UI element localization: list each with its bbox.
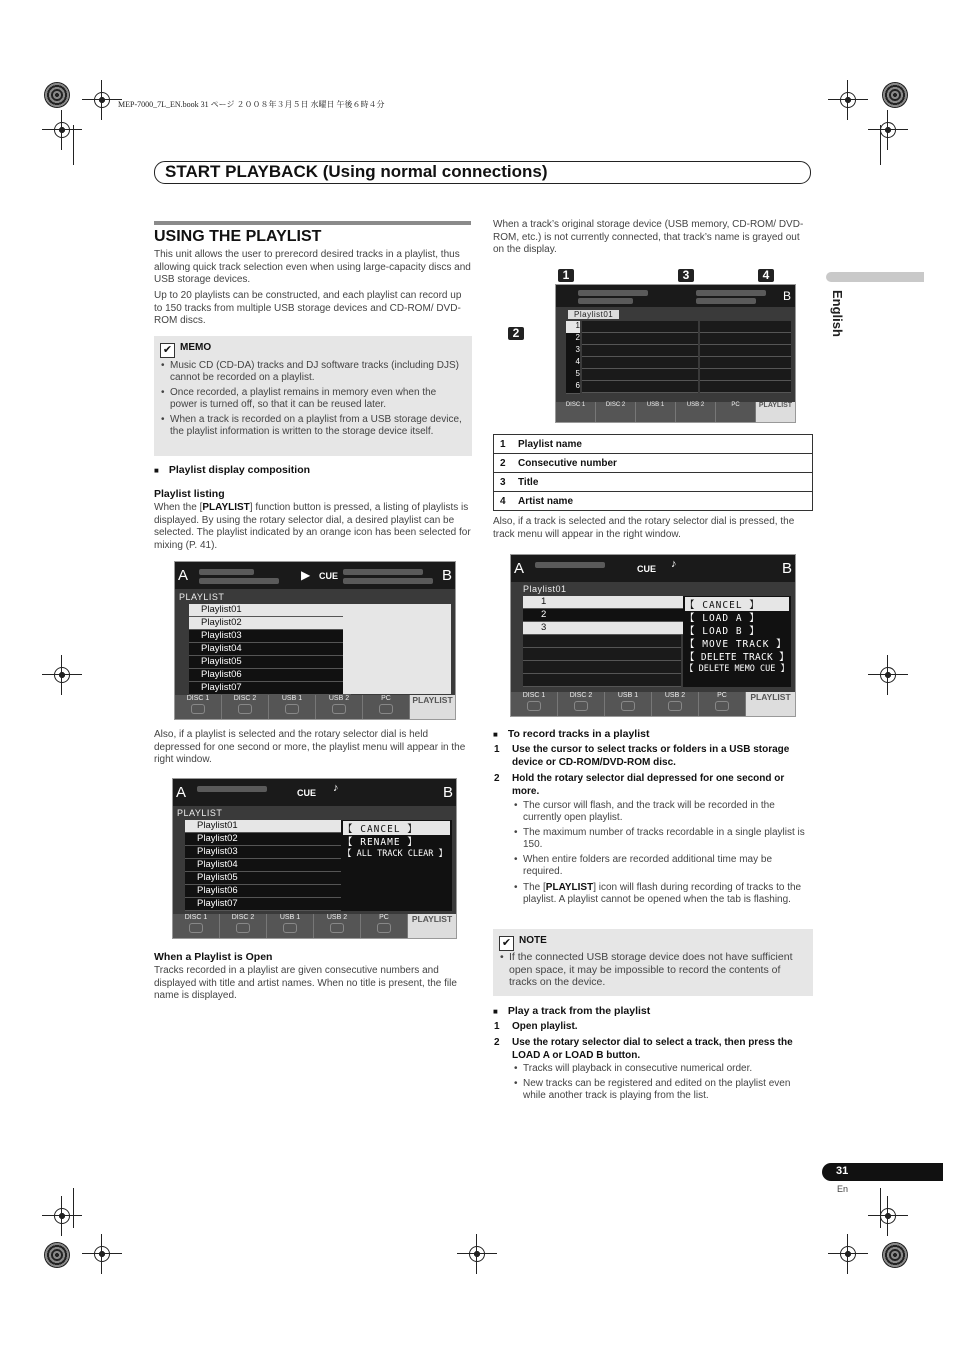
- playlist-row[interactable]: Playlist01: [189, 604, 351, 617]
- deck-header: [511, 555, 795, 582]
- section-rule: [154, 221, 471, 225]
- legend-row: 2 Consecutive number: [494, 454, 813, 473]
- crop-mark-icon: [828, 1234, 868, 1274]
- playlist-row[interactable]: Playlist07: [185, 898, 349, 911]
- playlist-row[interactable]: Playlist01: [185, 820, 349, 833]
- legend-table: [493, 434, 813, 511]
- note-icon: ♪: [671, 558, 677, 570]
- source-tabs: [556, 402, 795, 422]
- crop-mark-icon: [42, 110, 82, 150]
- open-playlist-screen: [555, 284, 796, 423]
- record-heading: ■ To record tracks in a playlist: [493, 728, 649, 740]
- menu-delete-track[interactable]: 【 DELETE TRACK 】: [685, 652, 789, 663]
- trim-line: [880, 1188, 881, 1228]
- playlist-listing-screen: [174, 561, 456, 720]
- intro-paragraph: This unit allows the user to prerecord desired tracks in a playlist, thus allowing quick track selection even when using large-capacity discs and USB storage devices.: [154, 249, 471, 285]
- playlist-row[interactable]: Playlist03: [189, 630, 351, 643]
- tab-usb-2[interactable]: USB 2: [316, 695, 363, 719]
- trim-line: [73, 1188, 74, 1228]
- page-language: En: [837, 1184, 849, 1194]
- callout-3: 3: [678, 269, 694, 282]
- tab-disc-2[interactable]: DISC 2: [558, 692, 605, 716]
- source-tabs: [173, 914, 456, 938]
- menu-load-a[interactable]: 【 LOAD A 】: [685, 613, 760, 624]
- playlist-row[interactable]: Playlist05: [185, 872, 349, 885]
- tab-playlist[interactable]: PLAYLIST: [410, 695, 456, 719]
- track-menu-paragraph: Also, if a track is selected and the rotary selector dial is pressed, the track menu will appear in the right window.: [493, 516, 795, 540]
- cue-label: CUE: [297, 788, 317, 798]
- checkmark-icon: ✔: [160, 343, 175, 358]
- playlist-menu-panel: [341, 820, 452, 911]
- tab-playlist[interactable]: PLAYLIST: [408, 914, 457, 938]
- menu-delete-memo-cue[interactable]: 【 DELETE MEMO CUE 】: [685, 664, 789, 674]
- cue-label: CUE: [319, 571, 339, 581]
- tab-disc-1[interactable]: DISC 1: [556, 402, 596, 422]
- playlist-row[interactable]: Playlist04: [185, 859, 349, 872]
- registration-disc-icon: [44, 1242, 70, 1268]
- menu-move-track[interactable]: 【 MOVE TRACK 】: [685, 639, 787, 650]
- open-playlist-name: Playlist01: [568, 310, 619, 319]
- play-heading: ■ Play a track from the playlist: [493, 1005, 650, 1017]
- cue-label: CUE: [637, 564, 657, 574]
- source-tabs: [511, 692, 795, 716]
- record-step: 2 Hold the rotary selector dial depressed for one second or more.: [494, 773, 785, 797]
- checkmark-icon: ✔: [499, 936, 514, 951]
- tab-usb-1[interactable]: USB 1: [267, 914, 314, 938]
- language-label: English: [830, 290, 845, 337]
- deck-b-label: B: [783, 289, 792, 303]
- track-number: 1: [566, 321, 580, 334]
- record-bullet: • The cursor will flash, and the track will be recorded in the currently open playlist.: [523, 800, 813, 824]
- menu-cancel[interactable]: 【 CANCEL 】: [343, 821, 450, 835]
- page-number-tab: 31: [822, 1163, 943, 1181]
- playlist-row[interactable]: Playlist06: [185, 885, 349, 898]
- callout-4: 4: [758, 269, 774, 282]
- record-step: 1 Use the cursor to select tracks or folders in a USB storage device or CD-ROM/DVD-ROM disc.: [494, 744, 790, 768]
- menu-rename[interactable]: 【 RENAME 】: [343, 837, 418, 848]
- playlist-menu-paragraph: Also, if a playlist is selected and the rotary selector dial is held depressed for one second or more, the playlist menu will appear in the right window.: [154, 729, 466, 765]
- deck-a-label: A: [176, 784, 187, 801]
- trim-line: [73, 125, 74, 165]
- tab-disc-2[interactable]: DISC 2: [222, 695, 269, 719]
- menu-load-b[interactable]: 【 LOAD B 】: [685, 626, 760, 637]
- track-menu-panel: [683, 596, 791, 687]
- record-bullet: • The maximum number of tracks recordable in a single playlist is 150.: [523, 827, 813, 851]
- track-number: 3: [566, 345, 580, 358]
- menu-all-track-clear[interactable]: 【 ALL TRACK CLEAR 】: [343, 849, 447, 859]
- chapter-title: START PLAYBACK (Using normal connections): [165, 162, 548, 181]
- registration-disc-icon: [882, 82, 908, 108]
- note-text: • If the connected USB storage device does not have sufficient open space, it may be impossible to record the contents of tracks on the device.: [509, 951, 807, 989]
- deck-a-label: A: [514, 560, 525, 577]
- playlist-row[interactable]: Playlist02: [189, 617, 351, 630]
- memo-box: [154, 336, 472, 456]
- tab-disc-1[interactable]: DISC 1: [175, 695, 222, 719]
- track-preview-panel: [343, 604, 451, 694]
- crop-mark-icon: [868, 1196, 908, 1236]
- menu-cancel[interactable]: 【 CANCEL 】: [685, 597, 789, 611]
- crop-mark-icon: [457, 1234, 497, 1274]
- tab-usb-2[interactable]: USB 2: [314, 914, 361, 938]
- deck-header: [556, 285, 795, 307]
- listing-paragraph: When the [PLAYLIST] function button is pressed, a listing of playlists is displayed. By using the rotary selector dial, a desired playlist can be selected. The playlist indicated by an orange icon has been selected for mixing (P. 41).: [154, 502, 471, 551]
- playlist-label: PLAYLIST: [179, 592, 225, 602]
- empty-rows: [523, 635, 681, 687]
- crop-mark-icon: [82, 1234, 122, 1274]
- tab-pc[interactable]: PC: [363, 695, 410, 719]
- track-number: 6: [566, 381, 580, 394]
- tab-pc[interactable]: PC: [361, 914, 408, 938]
- play-icon: ▶: [301, 568, 311, 582]
- listing-heading: Playlist listing: [154, 488, 225, 500]
- tab-usb-1[interactable]: USB 1: [269, 695, 316, 719]
- open-heading: When a Playlist is Open: [154, 951, 273, 963]
- play-bullet: • New tracks can be registered and edited on the playlist even while another track is playing from the list.: [523, 1078, 813, 1102]
- track-number: 2: [523, 609, 699, 622]
- play-step: 1 Open playlist.: [494, 1021, 578, 1032]
- playlist-row[interactable]: Playlist04: [189, 643, 351, 656]
- track-number: 2: [566, 333, 580, 346]
- memo-item: • When a track is recorded on a playlist from a USB storage device, the playlist information is written to the storage device itself.: [170, 414, 465, 438]
- note-heading: ✔ NOTE: [499, 935, 547, 951]
- track-number: 3: [523, 622, 699, 635]
- crop-mark-icon: [82, 80, 122, 120]
- chapter-title-bar: [154, 161, 811, 184]
- playlist-row[interactable]: Playlist02: [185, 833, 349, 846]
- language-tab: [826, 272, 924, 282]
- memo-item: • Once recorded, a playlist remains in memory even when the power is turned off, so that it can be reused later.: [170, 387, 465, 411]
- grayed-paragraph: When a track’s original storage device (USB memory, CD-ROM/ DVD-ROM, etc.) is not currently connected, that track’s name is grayed out on the display.: [493, 219, 804, 255]
- note-icon: ♪: [333, 782, 339, 794]
- subsection-heading: ■ Playlist display composition: [154, 464, 310, 476]
- track-menu-screen: [510, 554, 796, 717]
- playlist-row[interactable]: Playlist06: [189, 669, 351, 682]
- playlist-label: PLAYLIST: [177, 808, 223, 818]
- tab-playlist[interactable]: PLAYLIST: [746, 692, 796, 716]
- deck-b-label: B: [443, 784, 454, 801]
- open-paragraph: Tracks recorded in a playlist are given consecutive numbers and displayed with title and artist names. When no title is present, the file name is displayed.: [154, 965, 457, 1001]
- artist-column: [700, 321, 791, 393]
- tab-pc[interactable]: PC: [716, 402, 756, 422]
- tab-disc-1[interactable]: DISC 1: [511, 692, 558, 716]
- tab-usb-1[interactable]: USB 1: [636, 402, 676, 422]
- tab-disc-1[interactable]: DISC 1: [173, 914, 220, 938]
- callout-2: 2: [508, 327, 524, 340]
- deck-b-label: B: [782, 560, 793, 577]
- deck-a-label: A: [178, 567, 189, 584]
- trim-line: [880, 125, 881, 165]
- tab-usb-1[interactable]: USB 1: [605, 692, 652, 716]
- playlist-row[interactable]: Playlist07: [189, 682, 351, 695]
- tab-playlist[interactable]: PLAYLIST: [756, 402, 796, 422]
- note-box: [493, 929, 813, 996]
- deck-header: [175, 562, 455, 589]
- crop-mark-icon: [42, 655, 82, 695]
- registration-disc-icon: [882, 1242, 908, 1268]
- legend-row: 1 Playlist name: [494, 435, 813, 454]
- section-heading: USING THE PLAYLIST: [154, 228, 322, 245]
- playlist-menu-screen: [172, 778, 457, 939]
- playlist-row[interactable]: Playlist03: [185, 846, 349, 859]
- memo-item: • Music CD (CD-DA) tracks and DJ software tracks (including DJS) cannot be recorded on a playlist.: [170, 360, 465, 384]
- deck-b-label: B: [442, 567, 453, 584]
- tab-usb-2[interactable]: USB 2: [676, 402, 716, 422]
- track-number: 5: [566, 369, 580, 382]
- crop-mark-icon: [868, 655, 908, 695]
- open-playlist-name: Playlist01: [523, 584, 567, 594]
- tab-usb-2[interactable]: USB 2: [652, 692, 699, 716]
- intro-paragraph: Up to 20 playlists can be constructed, and each playlist can record up to 150 tracks from multiple USB storage devices and CD-ROM/ DVD-ROM discs.: [154, 290, 462, 326]
- crop-mark-icon: [42, 1196, 82, 1236]
- title-column: [582, 321, 698, 393]
- callout-1: 1: [558, 269, 574, 282]
- legend-row: 4 Artist name: [494, 492, 813, 511]
- book-info-line: MEP-7000_7L_EN.book 31 ページ ２００８年３月５日 水曜日 午後６時４分: [118, 100, 385, 109]
- tab-disc-2[interactable]: DISC 2: [596, 402, 636, 422]
- tab-pc[interactable]: PC: [699, 692, 746, 716]
- crop-mark-icon: [828, 80, 868, 120]
- track-number: 1: [523, 596, 699, 609]
- tab-disc-2[interactable]: DISC 2: [220, 914, 267, 938]
- track-number: 4: [566, 357, 580, 370]
- crop-mark-icon: [868, 110, 908, 150]
- play-bullet: • Tracks will playback in consecutive numerical order.: [523, 1063, 813, 1075]
- source-tabs: [175, 695, 455, 719]
- legend-row: 3 Title: [494, 473, 813, 492]
- record-bullet: • The [PLAYLIST] icon will flash during recording of tracks to the playlist. A playlist cannot be opened when the tab is flashing.: [523, 882, 813, 906]
- play-step: 2 Use the rotary selector dial to select a track, then press the LOAD A or LOAD B button.: [494, 1037, 793, 1061]
- registration-disc-icon: [44, 82, 70, 108]
- record-bullet: • When entire folders are recorded additional time may be required.: [523, 854, 813, 878]
- deck-header: [173, 779, 456, 806]
- playlist-row[interactable]: Playlist05: [189, 656, 351, 669]
- memo-heading: ✔ MEMO: [160, 342, 211, 358]
